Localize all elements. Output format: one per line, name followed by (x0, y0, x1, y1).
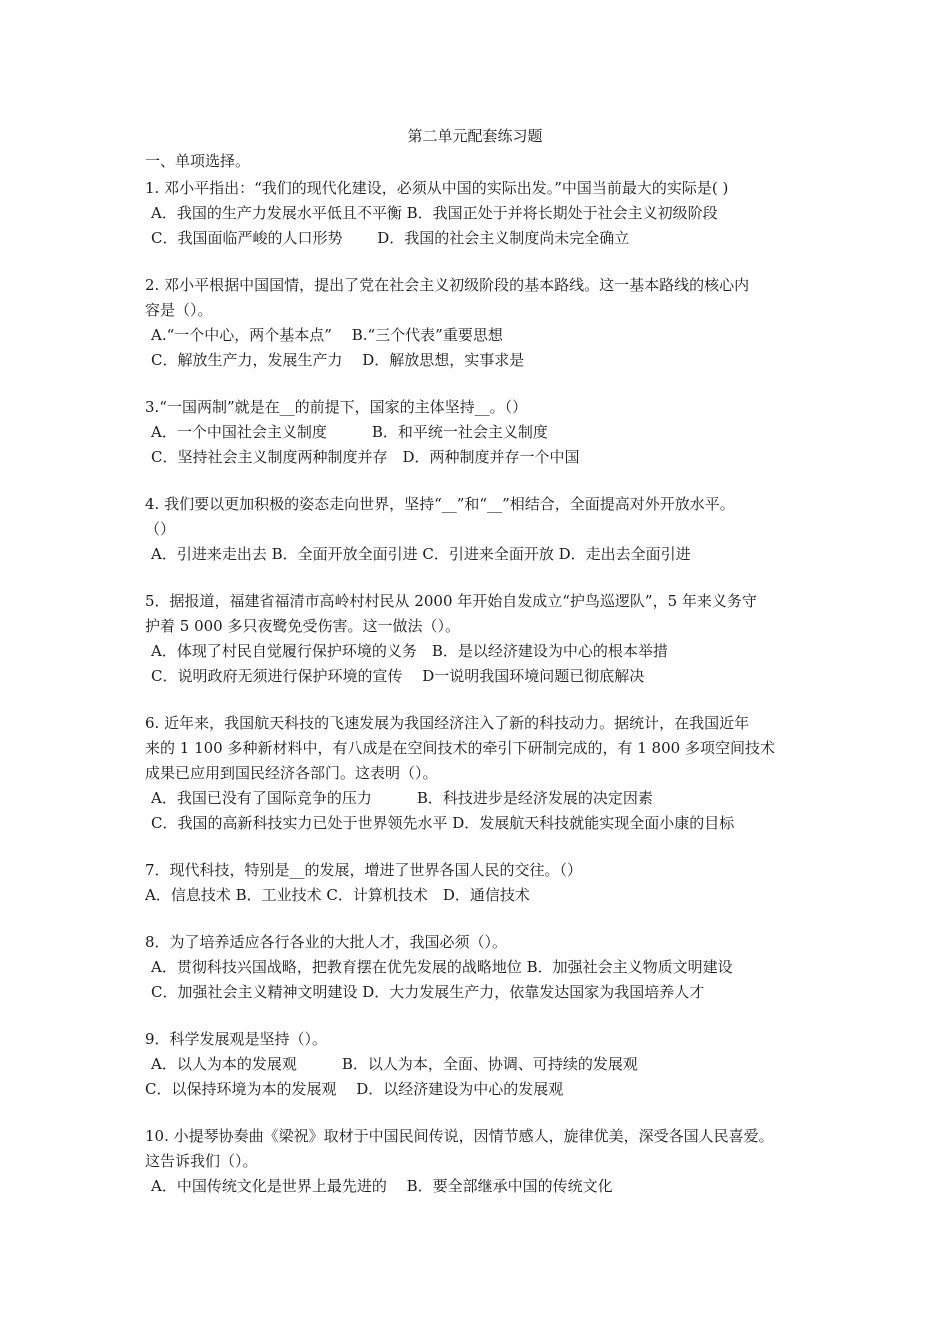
question-text: 3.“一国两制”就是在__的前提下，国家的主体坚持__。（） (145, 398, 528, 416)
question-text: 成果已应用到国民经济各部门。这表明（）。 (145, 764, 438, 782)
answer-options: A．以人为本的发展观 B．以人为本，全面、协调、可持续的发展观 (151, 1055, 638, 1073)
page-title: 第二单元配套练习题 (407, 127, 543, 145)
answer-options: A．贯彻科技兴国战略，把教育摆在优先发展的战略地位 B．加强社会主义物质文明建设 (151, 958, 733, 976)
question-item (145, 1124, 825, 1199)
answer-options: A.“一个中心，两个基本点” B.“三个代表”重要思想 (151, 326, 503, 344)
answer-options: C．加强社会主义精神文明建设 D．大力发展生产力，依靠发达国家为我国培养人才 (151, 983, 705, 1001)
question-item (145, 930, 825, 1005)
question-item (145, 176, 825, 251)
answer-options: C．我国的高新科技实力已处于世界领先水平 D．发展航天科技就能实现全面小康的目标 (151, 814, 735, 832)
question-text: 这告诉我们（）。 (145, 1152, 258, 1170)
answer-options: A．引进来走出去 B．全面开放全面引进 C．引进来全面开放 D．走出去全面引进 (151, 545, 691, 563)
section-heading: 一、单项选择。 (145, 152, 251, 170)
answer-options: C．坚持社会主义制度两种制度并存 D．两种制度并存一个中国 (151, 448, 580, 466)
answer-options: C．我国面临严峻的人口形势 D．我国的社会主义制度尚未完全确立 (151, 229, 630, 247)
question-text: 9．科学发展观是坚持（）。 (145, 1030, 328, 1048)
question-item (145, 858, 825, 908)
question-text: （） (145, 520, 176, 538)
question-text: 6. 近年来，我国航天科技的飞速发展为我国经济注入了新的科技动力。据统计，在我国近年 (145, 714, 750, 732)
question-text: 7．现代科技，特别是__的发展，增进了世界各国人民的交往。（） (145, 861, 583, 879)
question-text: 8．为了培养适应各行各业的大批人才，我国必须（）。 (145, 933, 508, 951)
answer-options: A．信息技术 B．工业技术 C．计算机技术 D．通信技术 (145, 886, 530, 904)
question-text: 来的 1 100 多种新材料中，有八成是在空间技术的牵引下研制完成的，有 1 800 多项空间技术 (145, 739, 775, 757)
question-text: 5．据报道，福建省福清市高岭村村民从 2000 年开始自发成立“护鸟巡逻队”，5 年来义务守 (145, 592, 757, 610)
answer-options: A．一个中国社会主义制度 B．和平统一社会主义制度 (151, 423, 548, 441)
answer-options: C．以保持环境为本的发展观 D．以经济建设为中心的发展观 (145, 1080, 564, 1098)
answer-options: C．解放生产力，发展生产力 D．解放思想，实事求是 (151, 351, 525, 369)
answer-options: A．体现了村民自觉履行保护环境的义务 B．是以经济建设为中心的根本举措 (151, 642, 668, 660)
answer-options: A．中国传统文化是世界上最先进的 B．要全部继承中国的传统文化 (151, 1177, 613, 1195)
question-item (145, 492, 825, 567)
question-text: 护着 5 000 多只夜鹭免受伤害。这一做法（）。 (145, 617, 460, 635)
answer-options: C．说明政府无须进行保护环境的宣传 D一说明我国环境问题已彻底解决 (151, 667, 645, 685)
question-list (145, 176, 825, 1221)
question-text: 容是（）。 (145, 301, 213, 319)
question-item (145, 395, 825, 470)
answer-options: A．我国已没有了国际竞争的压力 B．科技进步是经济发展的决定因素 (151, 789, 653, 807)
question-item (145, 1027, 825, 1102)
question-text: 10. 小提琴协奏曲《梁祝》取材于中国民间传说，因情节感人，旋律优美，深受各国人民喜爱。 (145, 1127, 774, 1145)
question-text: 1. 邓小平指出：“我们的现代化建设，必须从中国的实际出发。”中国当前最大的实际是( ) (145, 179, 729, 197)
question-text: 4. 我们要以更加积极的姿态走向世界，坚持“__”和“__”相结合，全面提高对外开放水平。 (145, 495, 735, 513)
question-text: 2. 邓小平根据中国国情，提出了党在社会主义初级阶段的基本路线。这一基本路线的核心内 (145, 276, 750, 294)
question-item (145, 273, 825, 373)
answer-options: A．我国的生产力发展水平低且不平衡 B．我国正处于并将长期处于社会主义初级阶段 (151, 204, 718, 222)
question-item (145, 711, 825, 836)
question-item (145, 589, 825, 689)
